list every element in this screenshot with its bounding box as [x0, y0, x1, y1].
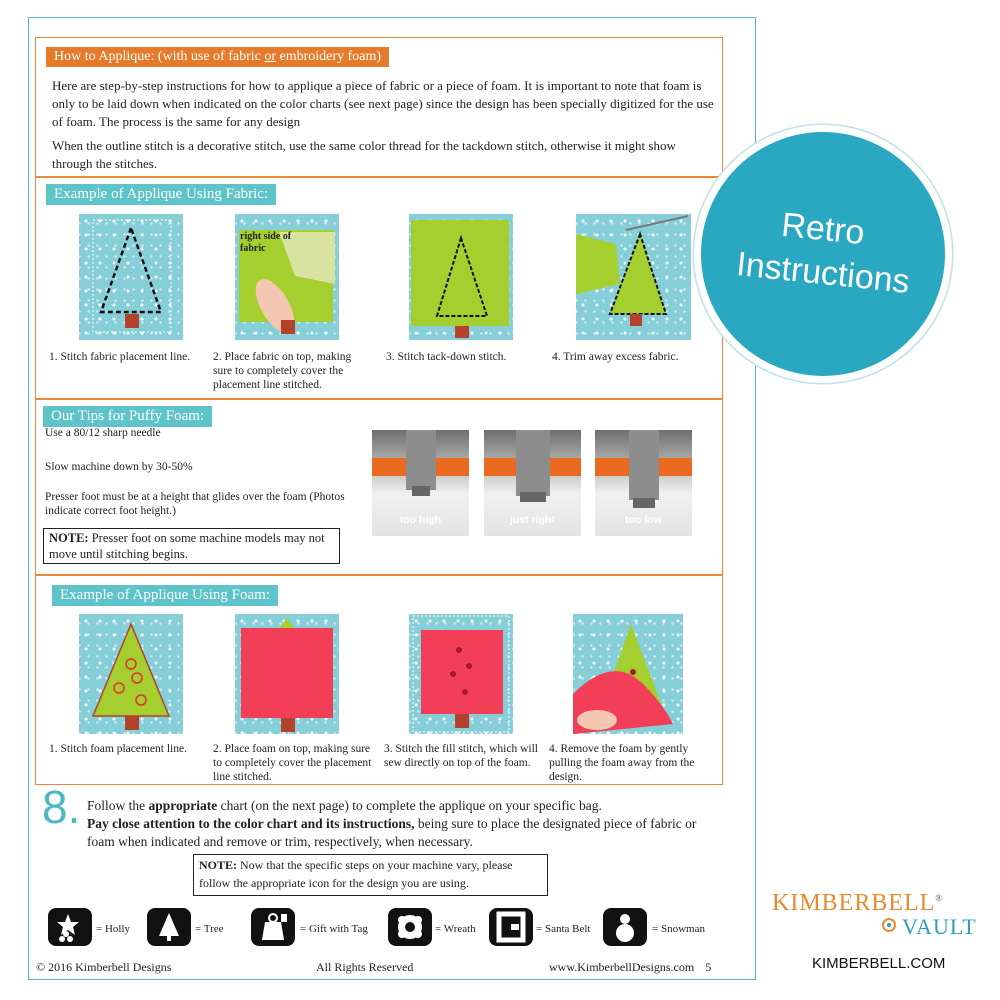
santa-belt-label: = Santa Belt: [536, 923, 591, 935]
tips-line-3: Presser foot must be at a height that glides over the foam (Photos indicate correct foot height.): [45, 491, 345, 517]
foot-photo-just-right: [484, 430, 581, 536]
foam-photo-1: [79, 614, 183, 734]
step-8-note: [193, 854, 548, 896]
logo-reg: ®: [935, 893, 944, 903]
fabric-photo-2: [235, 214, 339, 340]
foam-step-1: 1. Stitch foam placement line.: [49, 743, 187, 755]
fabric-photo-3: [409, 214, 513, 340]
snowman-label: = Snowman: [652, 923, 705, 935]
how-to-para-2: When the outline stitch is a decorative stitch, use the same color thread for the tackdown stitch, otherwise it might show through the stitches.: [52, 138, 676, 171]
footer-rights: All Rights Reserved: [316, 960, 414, 974]
step-8-t2b: Pay close attention to the color chart and its instructions,: [87, 816, 415, 831]
gift-with-tag-icon: [251, 908, 295, 946]
tips-note-text: Presser foot on some machine models may not move until stitching begins.: [49, 531, 325, 561]
fabric-header: Example of Applique Using Fabric:: [46, 184, 276, 205]
foam-fill-stitch: [409, 614, 513, 734]
foot-photo-too-low: [595, 430, 692, 536]
how-to-header-or: or: [264, 49, 277, 64]
kimberbell-vault-logo: [772, 886, 992, 946]
holly-label: = Holly: [96, 923, 131, 935]
gift-with-tag-label: = Gift with Tag: [300, 923, 368, 935]
how-to-para-1: Here are step-by-step instructions for how to applique a piece of fabric or a piece of foam. It is important to note that foam is only to be laid down when indicated on the color charts (see next page) since the design has been specially digitized for the use of foam. The process is the same for any design: [52, 78, 714, 129]
fabric-photo-4: [576, 214, 691, 340]
foam-step-4: 4. Remove the foam by gently pulling the foam away from the design.: [549, 743, 695, 783]
wreath-label: = Wreath: [435, 923, 476, 935]
step-8-t1b: appropriate: [148, 798, 218, 813]
footer-copyright: © 2016 Kimberbell Designs: [36, 960, 172, 974]
tips-note: [43, 528, 340, 564]
footer-website-link[interactable]: www.KimberbellDesigns.com: [549, 960, 695, 974]
step-8-note-label: NOTE:: [199, 858, 238, 872]
tips-header: Our Tips for Puffy Foam:: [43, 406, 212, 427]
retro-instructions-badge: [694, 125, 952, 383]
foam-photo-4: [573, 614, 683, 734]
foam-tree: [79, 614, 183, 734]
tips-note-label: NOTE:: [49, 531, 89, 545]
foam-step-2: 2. Place foam on top, making sure to completely cover the placement line stitched.: [213, 743, 372, 783]
tips-line-2: Slow machine down by 30-50%: [45, 461, 193, 473]
foam-header: Example of Applique Using Foam:: [52, 585, 278, 606]
fabric-photo-1: [79, 214, 183, 340]
fabric-step-3: 3. Stitch tack-down stitch.: [386, 351, 507, 363]
step-8-note-text: Now that the specific steps on your machine vary, please follow the appropriate icon for the design you are using.: [199, 858, 513, 890]
step-8-number: 8.: [42, 781, 81, 833]
wreath-icon: [388, 908, 432, 946]
santa-belt-icon: [489, 908, 533, 946]
snowman-icon: [603, 908, 647, 946]
step-8-text: [87, 797, 717, 851]
step-8-t1: Follow the: [87, 798, 149, 813]
foam-photo-2: [235, 614, 339, 734]
tree-icon: [147, 908, 191, 946]
foam-removal: [573, 614, 683, 734]
logo-url[interactable]: KIMBERBELL.COM: [812, 955, 946, 972]
footer-website[interactable]: [549, 960, 711, 975]
right-side-of-fabric-label: right side of fabric: [240, 231, 292, 254]
logo-brand-text: KIMBERBELL: [772, 890, 936, 916]
logo-vault: VAULT: [902, 914, 977, 939]
foot-label-too-low: too low: [625, 514, 662, 526]
step-8-t1c: chart (on the next page) to complete the applique on your specific bag.: [217, 798, 602, 813]
how-to-header-pre: How to Applique: (with use of fabric: [54, 49, 265, 64]
logo-bow-icon: [878, 917, 900, 933]
badge-line-1: Retro: [779, 205, 867, 253]
foot-label-just-right: just right: [510, 514, 555, 526]
foam-photo-3: [409, 614, 513, 734]
foam-sheet: [235, 614, 339, 734]
logo-brand: [772, 890, 943, 917]
foot-label-too-high: too high: [399, 514, 442, 526]
tips-line-1: Use a 80/12 sharp needle: [45, 427, 161, 439]
how-to-header: [46, 47, 389, 67]
fabric-step-4: 4. Trim away excess fabric.: [552, 351, 679, 363]
tree-outline-stitch: [79, 214, 183, 340]
footer-page-number: 5: [705, 960, 712, 974]
badge-line-2: Instructions: [734, 245, 912, 301]
tackdown-stitch: [409, 214, 513, 340]
foam-step-3: 3. Stitch the fill stitch, which will sew directly on top of the foam.: [384, 743, 538, 769]
fabric-step-2: 2. Place fabric on top, making sure to completely cover the placement line stitched.: [213, 351, 352, 391]
how-to-header-post: embroidery foam): [276, 49, 381, 64]
foot-photo-too-high: [372, 430, 469, 536]
trim-fabric: [576, 214, 691, 340]
fabric-step-1: 1. Stitch fabric placement line.: [49, 351, 191, 363]
holly-icon: [48, 908, 92, 946]
tree-label: = Tree: [195, 923, 224, 935]
step-8-t2c: being sure to place the designated piece of fabric or foam when indicated and remove or trim, respectively, when necessary.: [87, 816, 697, 849]
